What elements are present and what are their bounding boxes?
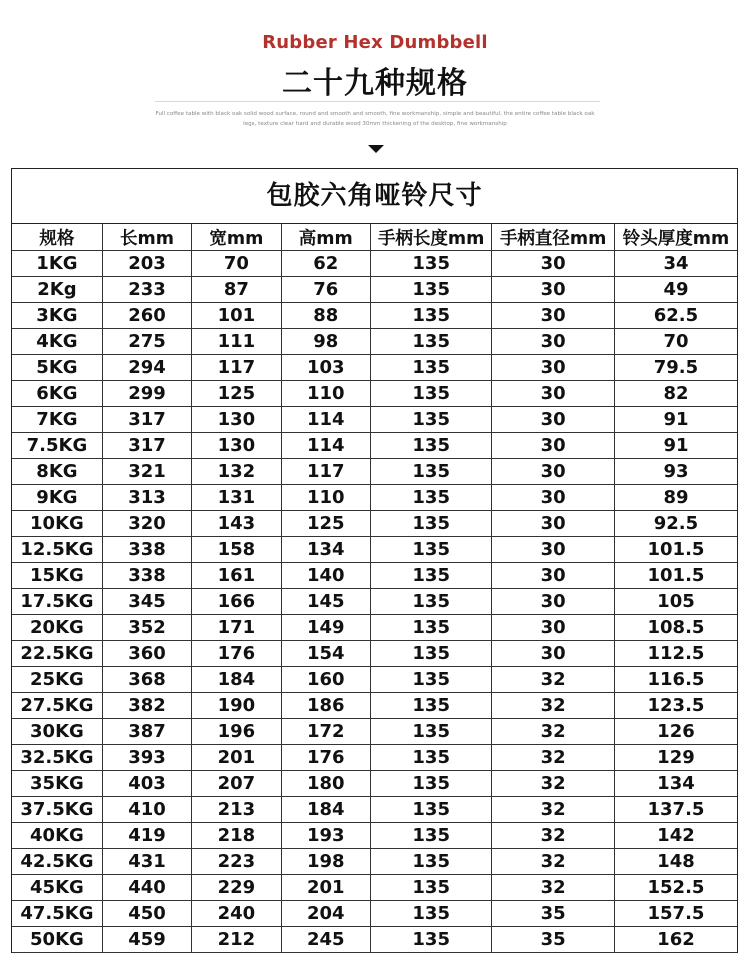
table-row xyxy=(12,771,737,797)
spec-table xyxy=(12,224,737,953)
table-cell: 134 xyxy=(281,537,370,563)
table-cell: 110 xyxy=(281,381,370,407)
table-cell: 117 xyxy=(192,355,281,381)
table-cell: 32 xyxy=(492,719,615,745)
table-row xyxy=(12,485,737,511)
table-cell: 7.5KG xyxy=(12,433,102,459)
table-cell: 135 xyxy=(370,355,492,381)
table-row xyxy=(12,745,737,771)
table-cell: 30 xyxy=(492,251,615,277)
table-cell: 40KG xyxy=(12,823,102,849)
table-cell: 34 xyxy=(614,251,737,277)
table-row xyxy=(12,251,737,277)
column-header: 铃头厚度mm xyxy=(614,224,737,251)
table-row xyxy=(12,667,737,693)
table-cell: 320 xyxy=(102,511,191,537)
table-cell: 111 xyxy=(192,329,281,355)
table-cell: 207 xyxy=(192,771,281,797)
table-cell: 218 xyxy=(192,823,281,849)
table-cell: 30 xyxy=(492,433,615,459)
table-cell: 30 xyxy=(492,615,615,641)
table-cell: 198 xyxy=(281,849,370,875)
table-cell: 201 xyxy=(281,875,370,901)
table-cell: 158 xyxy=(192,537,281,563)
table-cell: 89 xyxy=(614,485,737,511)
brand-subtitle: Rubber Hex Dumbbell xyxy=(262,32,488,53)
table-cell: 42.5KG xyxy=(12,849,102,875)
table-cell: 135 xyxy=(370,303,492,329)
table-row xyxy=(12,641,737,667)
table-cell: 116.5 xyxy=(614,667,737,693)
table-cell: 45KG xyxy=(12,875,102,901)
table-row xyxy=(12,927,737,953)
table-cell: 152.5 xyxy=(614,875,737,901)
table-cell: 135 xyxy=(370,849,492,875)
table-cell: 30 xyxy=(492,277,615,303)
table-cell: 30 xyxy=(492,407,615,433)
table-row xyxy=(12,277,737,303)
table-cell: 154 xyxy=(281,641,370,667)
table-row xyxy=(12,849,737,875)
table-cell: 450 xyxy=(102,901,191,927)
table-cell: 30 xyxy=(492,485,615,511)
table-row xyxy=(12,875,737,901)
table-cell: 204 xyxy=(281,901,370,927)
table-cell: 30 xyxy=(492,641,615,667)
table-cell: 30 xyxy=(492,303,615,329)
table-cell: 184 xyxy=(192,667,281,693)
table-cell: 15KG xyxy=(12,563,102,589)
table-cell: 88 xyxy=(281,303,370,329)
column-header: 规格 xyxy=(12,224,102,251)
table-row xyxy=(12,615,737,641)
table-cell: 410 xyxy=(102,797,191,823)
column-header: 宽mm xyxy=(192,224,281,251)
table-cell: 70 xyxy=(192,251,281,277)
table-cell: 12.5KG xyxy=(12,537,102,563)
table-cell: 79.5 xyxy=(614,355,737,381)
table-cell: 176 xyxy=(281,745,370,771)
table-cell: 4KG xyxy=(12,329,102,355)
table-cell: 132 xyxy=(192,459,281,485)
table-cell: 135 xyxy=(370,745,492,771)
table-cell: 50KG xyxy=(12,927,102,953)
table-cell: 32 xyxy=(492,823,615,849)
down-arrow-icon xyxy=(368,145,384,153)
table-cell: 135 xyxy=(370,459,492,485)
table-cell: 6KG xyxy=(12,381,102,407)
table-cell: 431 xyxy=(102,849,191,875)
table-cell: 338 xyxy=(102,563,191,589)
table-cell: 108.5 xyxy=(614,615,737,641)
table-cell: 294 xyxy=(102,355,191,381)
table-cell: 103 xyxy=(281,355,370,381)
table-row xyxy=(12,719,737,745)
table-cell: 299 xyxy=(102,381,191,407)
table-cell: 32 xyxy=(492,667,615,693)
table-cell: 368 xyxy=(102,667,191,693)
header-description: Full coffee table with black oak solid wood surface, round and smooth and smooth, fine workmanship, simple and beautiful, the entire coffee table black oak legs, texture clear hard and durable wood 30mm thickening of the desktop, fine workmanship xyxy=(155,111,595,127)
table-row xyxy=(12,563,737,589)
table-cell: 345 xyxy=(102,589,191,615)
table-cell: 62 xyxy=(281,251,370,277)
table-cell: 184 xyxy=(281,797,370,823)
table-cell: 32 xyxy=(492,745,615,771)
table-cell: 114 xyxy=(281,433,370,459)
table-cell: 382 xyxy=(102,693,191,719)
table-cell: 193 xyxy=(281,823,370,849)
table-cell: 260 xyxy=(102,303,191,329)
table-cell: 186 xyxy=(281,693,370,719)
table-cell: 313 xyxy=(102,485,191,511)
table-cell: 134 xyxy=(614,771,737,797)
table-cell: 30KG xyxy=(12,719,102,745)
table-cell: 135 xyxy=(370,667,492,693)
table-row xyxy=(12,511,737,537)
table-cell: 135 xyxy=(370,485,492,511)
table-cell: 32 xyxy=(492,771,615,797)
table-cell: 387 xyxy=(102,719,191,745)
table-cell: 160 xyxy=(281,667,370,693)
table-cell: 171 xyxy=(192,615,281,641)
table-cell: 223 xyxy=(192,849,281,875)
table-cell: 22.5KG xyxy=(12,641,102,667)
table-cell: 32 xyxy=(492,875,615,901)
table-cell: 135 xyxy=(370,641,492,667)
table-cell: 30 xyxy=(492,589,615,615)
table-cell: 213 xyxy=(192,797,281,823)
table-cell: 149 xyxy=(281,615,370,641)
table-cell: 145 xyxy=(281,589,370,615)
table-cell: 135 xyxy=(370,563,492,589)
table-cell: 135 xyxy=(370,511,492,537)
table-row xyxy=(12,381,737,407)
column-header: 高mm xyxy=(281,224,370,251)
table-cell: 91 xyxy=(614,433,737,459)
table-header-row xyxy=(12,224,737,251)
table-cell: 135 xyxy=(370,537,492,563)
table-cell: 35 xyxy=(492,927,615,953)
table-cell: 190 xyxy=(192,693,281,719)
table-cell: 360 xyxy=(102,641,191,667)
table-cell: 30 xyxy=(492,381,615,407)
table-cell: 62.5 xyxy=(614,303,737,329)
table-cell: 419 xyxy=(102,823,191,849)
table-cell: 70 xyxy=(614,329,737,355)
table-cell: 101 xyxy=(192,303,281,329)
table-cell: 93 xyxy=(614,459,737,485)
table-cell: 212 xyxy=(192,927,281,953)
table-cell: 135 xyxy=(370,901,492,927)
table-cell: 35 xyxy=(492,901,615,927)
table-cell: 135 xyxy=(370,615,492,641)
table-cell: 130 xyxy=(192,433,281,459)
table-row xyxy=(12,823,737,849)
table-cell: 161 xyxy=(192,563,281,589)
table-cell: 233 xyxy=(102,277,191,303)
table-row xyxy=(12,329,737,355)
table-cell: 32 xyxy=(492,849,615,875)
table-row xyxy=(12,407,737,433)
table-cell: 157.5 xyxy=(614,901,737,927)
table-cell: 123.5 xyxy=(614,693,737,719)
table-cell: 35KG xyxy=(12,771,102,797)
table-cell: 92.5 xyxy=(614,511,737,537)
table-cell: 135 xyxy=(370,433,492,459)
table-cell: 20KG xyxy=(12,615,102,641)
table-cell: 162 xyxy=(614,927,737,953)
table-cell: 176 xyxy=(192,641,281,667)
table-cell: 3KG xyxy=(12,303,102,329)
table-row xyxy=(12,693,737,719)
table-cell: 203 xyxy=(102,251,191,277)
table-cell: 135 xyxy=(370,693,492,719)
page-title: 二十九种规格 xyxy=(282,66,468,101)
table-row xyxy=(12,797,737,823)
table-cell: 129 xyxy=(614,745,737,771)
table-cell: 30 xyxy=(492,459,615,485)
column-header: 手柄长度mm xyxy=(370,224,492,251)
table-cell: 352 xyxy=(102,615,191,641)
table-cell: 180 xyxy=(281,771,370,797)
table-cell: 27.5KG xyxy=(12,693,102,719)
table-cell: 142 xyxy=(614,823,737,849)
table-cell: 135 xyxy=(370,875,492,901)
table-cell: 135 xyxy=(370,797,492,823)
table-cell: 275 xyxy=(102,329,191,355)
table-cell: 30 xyxy=(492,511,615,537)
table-cell: 1KG xyxy=(12,251,102,277)
table-cell: 393 xyxy=(102,745,191,771)
table-cell: 8KG xyxy=(12,459,102,485)
table-cell: 338 xyxy=(102,537,191,563)
table-cell: 137.5 xyxy=(614,797,737,823)
table-caption: 包胶六角哑铃尺寸 xyxy=(12,169,737,224)
table-cell: 135 xyxy=(370,251,492,277)
table-cell: 130 xyxy=(192,407,281,433)
table-cell: 101.5 xyxy=(614,563,737,589)
column-header: 手柄直径mm xyxy=(492,224,615,251)
table-cell: 135 xyxy=(370,407,492,433)
table-cell: 37.5KG xyxy=(12,797,102,823)
table-cell: 317 xyxy=(102,407,191,433)
table-cell: 317 xyxy=(102,433,191,459)
table-row xyxy=(12,901,737,927)
table-cell: 245 xyxy=(281,927,370,953)
table-cell: 76 xyxy=(281,277,370,303)
table-cell: 135 xyxy=(370,277,492,303)
table-cell: 10KG xyxy=(12,511,102,537)
table-cell: 91 xyxy=(614,407,737,433)
table-cell: 32.5KG xyxy=(12,745,102,771)
table-row xyxy=(12,303,737,329)
table-cell: 166 xyxy=(192,589,281,615)
table-cell: 125 xyxy=(192,381,281,407)
table-cell: 112.5 xyxy=(614,641,737,667)
table-cell: 131 xyxy=(192,485,281,511)
table-cell: 135 xyxy=(370,381,492,407)
table-cell: 30 xyxy=(492,355,615,381)
table-cell: 135 xyxy=(370,719,492,745)
table-cell: 135 xyxy=(370,771,492,797)
table-cell: 2Kg xyxy=(12,277,102,303)
table-cell: 101.5 xyxy=(614,537,737,563)
column-header: 长mm xyxy=(102,224,191,251)
table-cell: 440 xyxy=(102,875,191,901)
table-cell: 403 xyxy=(102,771,191,797)
table-cell: 32 xyxy=(492,797,615,823)
table-cell: 30 xyxy=(492,329,615,355)
table-cell: 196 xyxy=(192,719,281,745)
table-cell: 321 xyxy=(102,459,191,485)
table-cell: 172 xyxy=(281,719,370,745)
table-cell: 229 xyxy=(192,875,281,901)
table-cell: 87 xyxy=(192,277,281,303)
table-cell: 114 xyxy=(281,407,370,433)
table-cell: 140 xyxy=(281,563,370,589)
table-row xyxy=(12,459,737,485)
table-cell: 143 xyxy=(192,511,281,537)
table-row xyxy=(12,589,737,615)
table-cell: 82 xyxy=(614,381,737,407)
table-cell: 110 xyxy=(281,485,370,511)
table-cell: 135 xyxy=(370,589,492,615)
table-cell: 30 xyxy=(492,563,615,589)
table-cell: 135 xyxy=(370,927,492,953)
header-divider xyxy=(155,101,600,102)
table-cell: 105 xyxy=(614,589,737,615)
table-cell: 459 xyxy=(102,927,191,953)
table-cell: 148 xyxy=(614,849,737,875)
table-cell: 47.5KG xyxy=(12,901,102,927)
table-cell: 126 xyxy=(614,719,737,745)
table-cell: 117 xyxy=(281,459,370,485)
table-row xyxy=(12,355,737,381)
table-cell: 135 xyxy=(370,823,492,849)
table-cell: 49 xyxy=(614,277,737,303)
table-cell: 98 xyxy=(281,329,370,355)
table-cell: 5KG xyxy=(12,355,102,381)
table-cell: 240 xyxy=(192,901,281,927)
table-row xyxy=(12,537,737,563)
table-cell: 7KG xyxy=(12,407,102,433)
table-cell: 32 xyxy=(492,693,615,719)
table-row xyxy=(12,433,737,459)
spec-table-container xyxy=(11,168,738,953)
table-cell: 30 xyxy=(492,537,615,563)
table-cell: 201 xyxy=(192,745,281,771)
table-cell: 17.5KG xyxy=(12,589,102,615)
table-cell: 9KG xyxy=(12,485,102,511)
table-cell: 25KG xyxy=(12,667,102,693)
table-body xyxy=(12,251,737,953)
table-cell: 125 xyxy=(281,511,370,537)
table-cell: 135 xyxy=(370,329,492,355)
